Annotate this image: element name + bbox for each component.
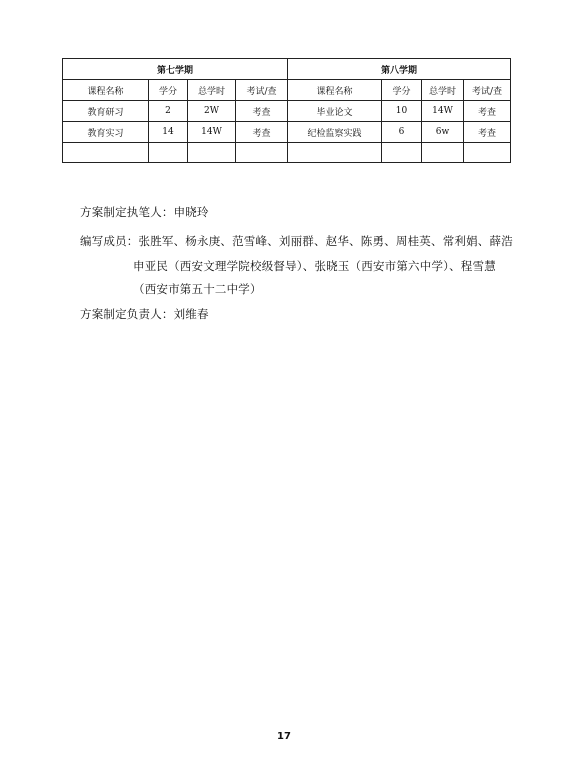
table-cell	[422, 143, 464, 163]
table-cell	[236, 143, 288, 163]
table-cell: 毕业论文	[288, 101, 382, 122]
table-cell: 6	[382, 122, 422, 143]
table-cell	[188, 143, 236, 163]
column-header: 考试/查	[236, 80, 288, 101]
members-line-2: 申亚民（西安文理学院校级督导）、张晓玉（西安市第六中学）、程雪慧	[133, 259, 496, 273]
column-header: 总学时	[422, 80, 464, 101]
table-cell: 6w	[422, 122, 464, 143]
table-row	[63, 122, 511, 143]
table-cell	[288, 143, 382, 163]
table-cell: 教育研习	[63, 101, 149, 122]
semester-8-title: 第八学期	[288, 59, 511, 80]
table-cell	[382, 143, 422, 163]
table-cell	[149, 143, 188, 163]
semester-7-title: 第七学期	[63, 59, 288, 80]
table-row	[63, 101, 511, 122]
responsible-line: 方案制定负责人：刘维春	[80, 307, 209, 321]
members-line-1: 编写成员：张胜军、杨永庚、范雪峰、刘丽群、赵华、陈勇、周桂英、常利娟、薛浩	[80, 234, 513, 248]
column-header: 课程名称	[63, 80, 149, 101]
table-cell: 教育实习	[63, 122, 149, 143]
table-cell	[464, 143, 511, 163]
semester-title-row	[63, 59, 511, 80]
semester-course-table	[62, 58, 511, 163]
members-line-3: （西安市第五十二中学）	[133, 282, 262, 296]
table-header-row	[63, 80, 511, 101]
column-header: 课程名称	[288, 80, 382, 101]
table-cell: 纪检监察实践	[288, 122, 382, 143]
table-cell: 14	[149, 122, 188, 143]
column-header: 学分	[382, 80, 422, 101]
table-cell: 14W	[188, 122, 236, 143]
page-number: 17	[277, 731, 291, 742]
table-cell	[63, 143, 149, 163]
column-header: 总学时	[188, 80, 236, 101]
table-cell: 考查	[464, 101, 511, 122]
table-cell: 考查	[464, 122, 511, 143]
table-cell: 2W	[188, 101, 236, 122]
table-row-empty	[63, 143, 511, 163]
table-cell: 10	[382, 101, 422, 122]
author-line: 方案制定执笔人：申晓玲	[80, 205, 209, 219]
table-cell: 14W	[422, 101, 464, 122]
table-cell: 2	[149, 101, 188, 122]
column-header: 考试/查	[464, 80, 511, 101]
table-cell: 考查	[236, 101, 288, 122]
column-header: 学分	[149, 80, 188, 101]
table-cell: 考查	[236, 122, 288, 143]
